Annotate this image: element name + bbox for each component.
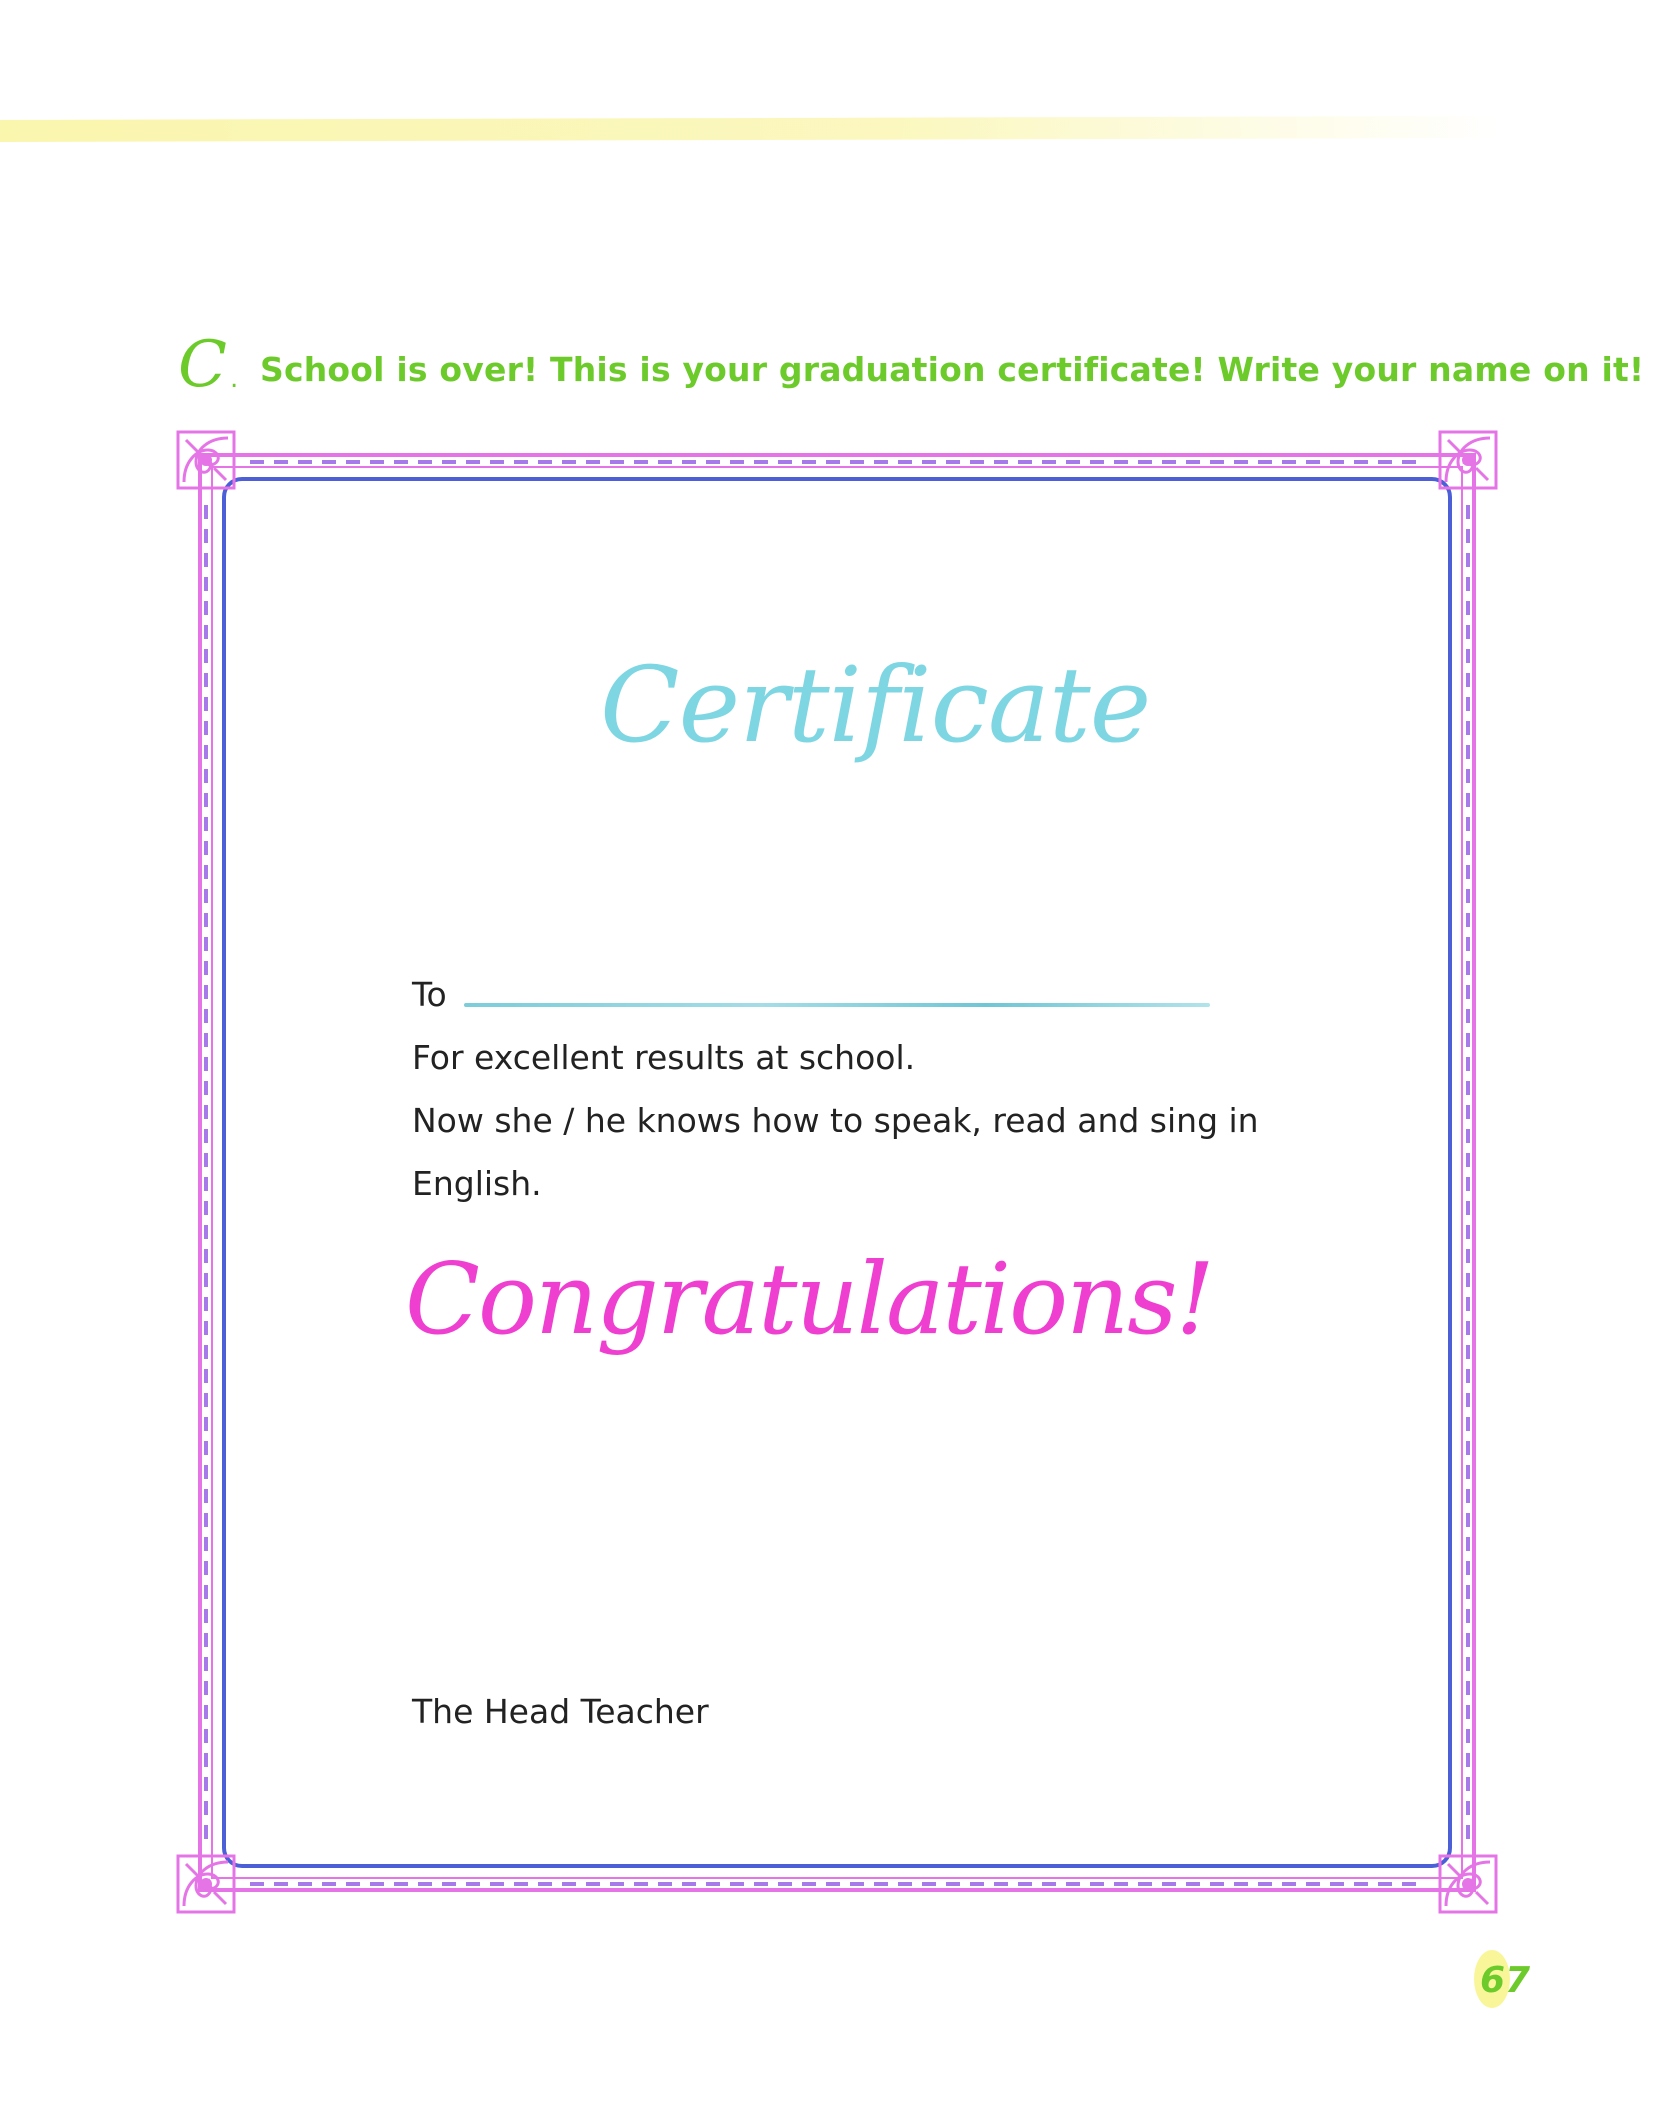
to-label: To [412, 975, 447, 1014]
certificate-line-2: Now she / he knows how to speak, read and sing in [412, 1101, 1259, 1140]
exercise-letter: C [178, 328, 227, 402]
certificate-line-1: For excellent results at school. [412, 1038, 916, 1077]
corner-ornament-top-left [178, 432, 234, 488]
corner-ornament-bottom-left [178, 1856, 234, 1912]
corner-ornament-bottom-right [1440, 1856, 1496, 1912]
name-write-line[interactable] [464, 1003, 1210, 1007]
certificate-title: Certificate [600, 644, 1151, 766]
corner-ornament-top-right [1440, 432, 1496, 488]
page-number: 67 [1480, 1960, 1531, 2001]
instruction-text: School is over! This is your graduation certificate! Write your name on it! [260, 350, 1645, 389]
congratulations-heading: Congratulations! [405, 1243, 1213, 1357]
exercise-letter-dot: . [230, 364, 239, 394]
certificate-line-3: English. [412, 1164, 542, 1203]
head-teacher-signature-label: The Head Teacher [412, 1692, 709, 1731]
